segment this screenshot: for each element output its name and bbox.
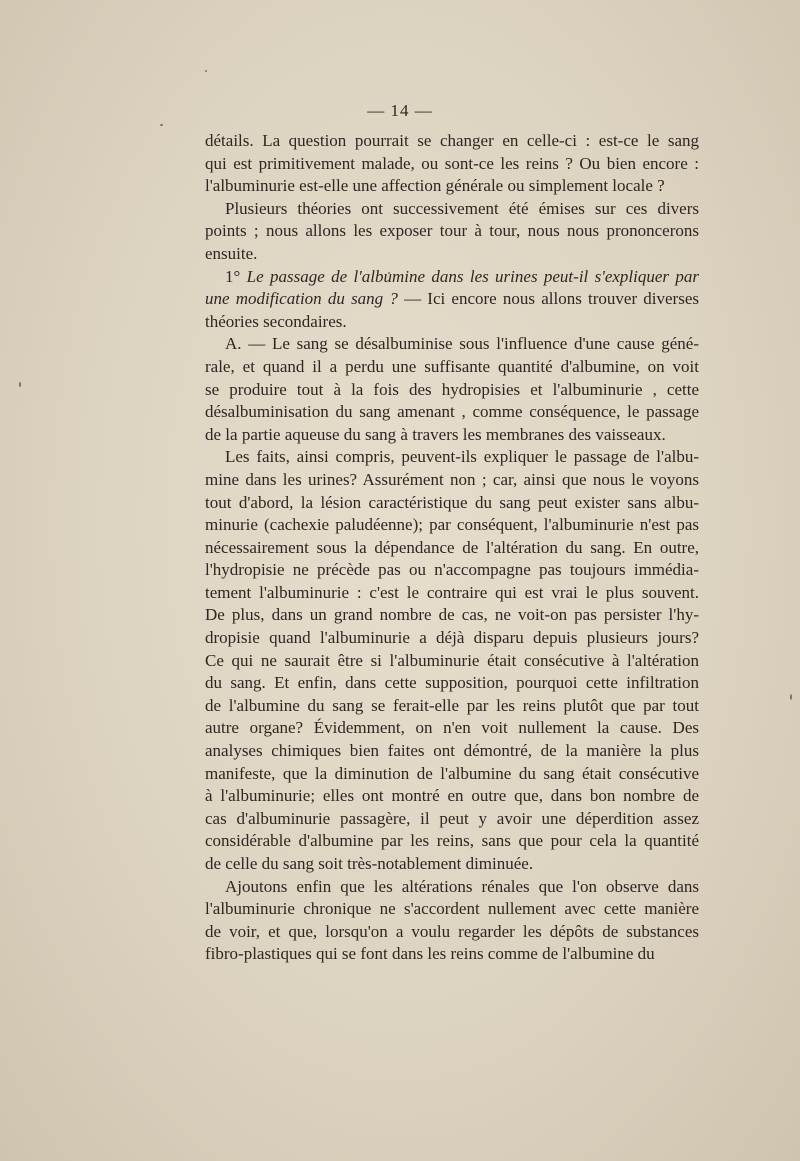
ink-speck: [205, 70, 207, 72]
text-line: manifeste, que la diminution de l'albumine du sang était consécutive: [205, 763, 699, 783]
text-line: l'hydropisie ne précède pas ou n'accompagne pas toujours immédia-: [205, 560, 699, 580]
text-line: autre organe? Évidemment, on n'en voit nullement la cause. Des: [205, 718, 699, 738]
text-line: de voir, et que, lorsqu'on a voulu regarder les dépôts de substances: [205, 921, 699, 941]
text-line: ensuite.: [205, 243, 258, 263]
text-line: Ajoutons enfin que les altérations rénales que l'on observe dans: [225, 876, 699, 896]
text-line: dropisie quand l'albuminurie a déjà disparu depuis plusieurs jours?: [205, 628, 699, 648]
text-line: Les faits, ainsi compris, peuvent-ils expliquer le passage de l'albu-: [225, 447, 699, 467]
text-line: de la partie aqueuse du sang à travers les membranes des vaisseaux.: [205, 424, 666, 444]
text-line: qui est primitivement malade, ou sont-ce les reins ? Ou bien encore :: [205, 153, 699, 173]
text-line: tout d'abord, la lésion caractéristique du sang peut exister sans albu-: [205, 492, 699, 512]
paragraph: [205, 333, 699, 446]
text-line: désalbuminisation du sang amenant , comme conséquence, le passage: [205, 402, 699, 422]
text-line: une modification du sang ? — Ici encore nous allons trouver diverses: [205, 289, 700, 309]
paragraph: [205, 446, 699, 875]
text-line: l'albuminurie est-elle une affection générale ou simplement locale ?: [205, 176, 665, 196]
page-number: — 14 —: [367, 101, 433, 120]
ink-speck: [790, 694, 792, 700]
text-line: se produire tout à la fois des hydropisies et l'albuminurie , cette: [205, 379, 699, 399]
text-line: Ce qui ne saurait être si l'albuminurie était consécutive à l'altération: [205, 650, 699, 670]
text-line: rale, et quand il a perdu une suffisante quantité d'albumine, on voit: [205, 356, 699, 376]
text-line: 1° Le passage de l'albumine dans les urines peut-il s'expliquer par: [225, 266, 699, 286]
text-line: détails. La question pourrait se changer en celle-ci : est-ce le sang: [205, 131, 699, 150]
text-line: Plusieurs théories ont successivement été émises sur ces divers: [225, 198, 699, 218]
text-line: De plus, dans un grand nombre de cas, ne voit-on pas persister l'hy-: [205, 605, 699, 625]
paragraph: [205, 876, 699, 966]
text-line: nécessairement sous la dépendance de l'altération du sang. En outre,: [205, 537, 699, 557]
ink-speck: [160, 124, 163, 126]
body-text: [205, 130, 699, 966]
text-line: de l'albumine du sang se ferait-elle par les reins plutôt que par tout: [205, 695, 699, 715]
text-line: minurie (cachexie paludéenne); par conséquent, l'albuminurie n'est pas: [205, 515, 699, 535]
text-line: tement l'albuminurie : c'est le contraire qui est vrai le plus souvent.: [205, 582, 699, 602]
paragraph: [205, 130, 699, 198]
text-line: de celle du sang soit très-notablement diminuée.: [205, 854, 534, 873]
text-line: mine dans les urines? Assurément non ; car, ainsi que nous le voyons: [205, 469, 699, 489]
text-line: l'albuminurie chronique ne s'accordent nullement avec cette manière: [205, 899, 699, 919]
paragraph: [205, 198, 699, 266]
ink-speck: [19, 382, 21, 387]
text-line: à l'albuminurie; elles ont montré en outre que, dans bon nombre de: [205, 786, 699, 806]
text-line: du sang. Et enfin, dans cette supposition, pourquoi cette infiltration: [205, 673, 699, 693]
paragraph: [205, 266, 699, 334]
text-line: cas d'albuminurie passagère, il peut y avoir une déperdition assez: [205, 808, 699, 828]
text-line: analyses chimiques bien faites ont démontré, de la manière la plus: [205, 741, 699, 761]
text-line: considérable d'albumine par les reins, sans que pour cela la quantité: [205, 831, 699, 851]
text-line: A. — Le sang se désalbuminise sous l'influence d'une cause géné-: [225, 334, 699, 354]
text-line: fibro-plastiques qui se font dans les reins comme de l'albumine du: [205, 944, 655, 964]
text-line: points ; nous allons les exposer tour à tour, nous nous prononcerons: [205, 221, 699, 241]
text-line: théories secondaires.: [205, 311, 347, 331]
